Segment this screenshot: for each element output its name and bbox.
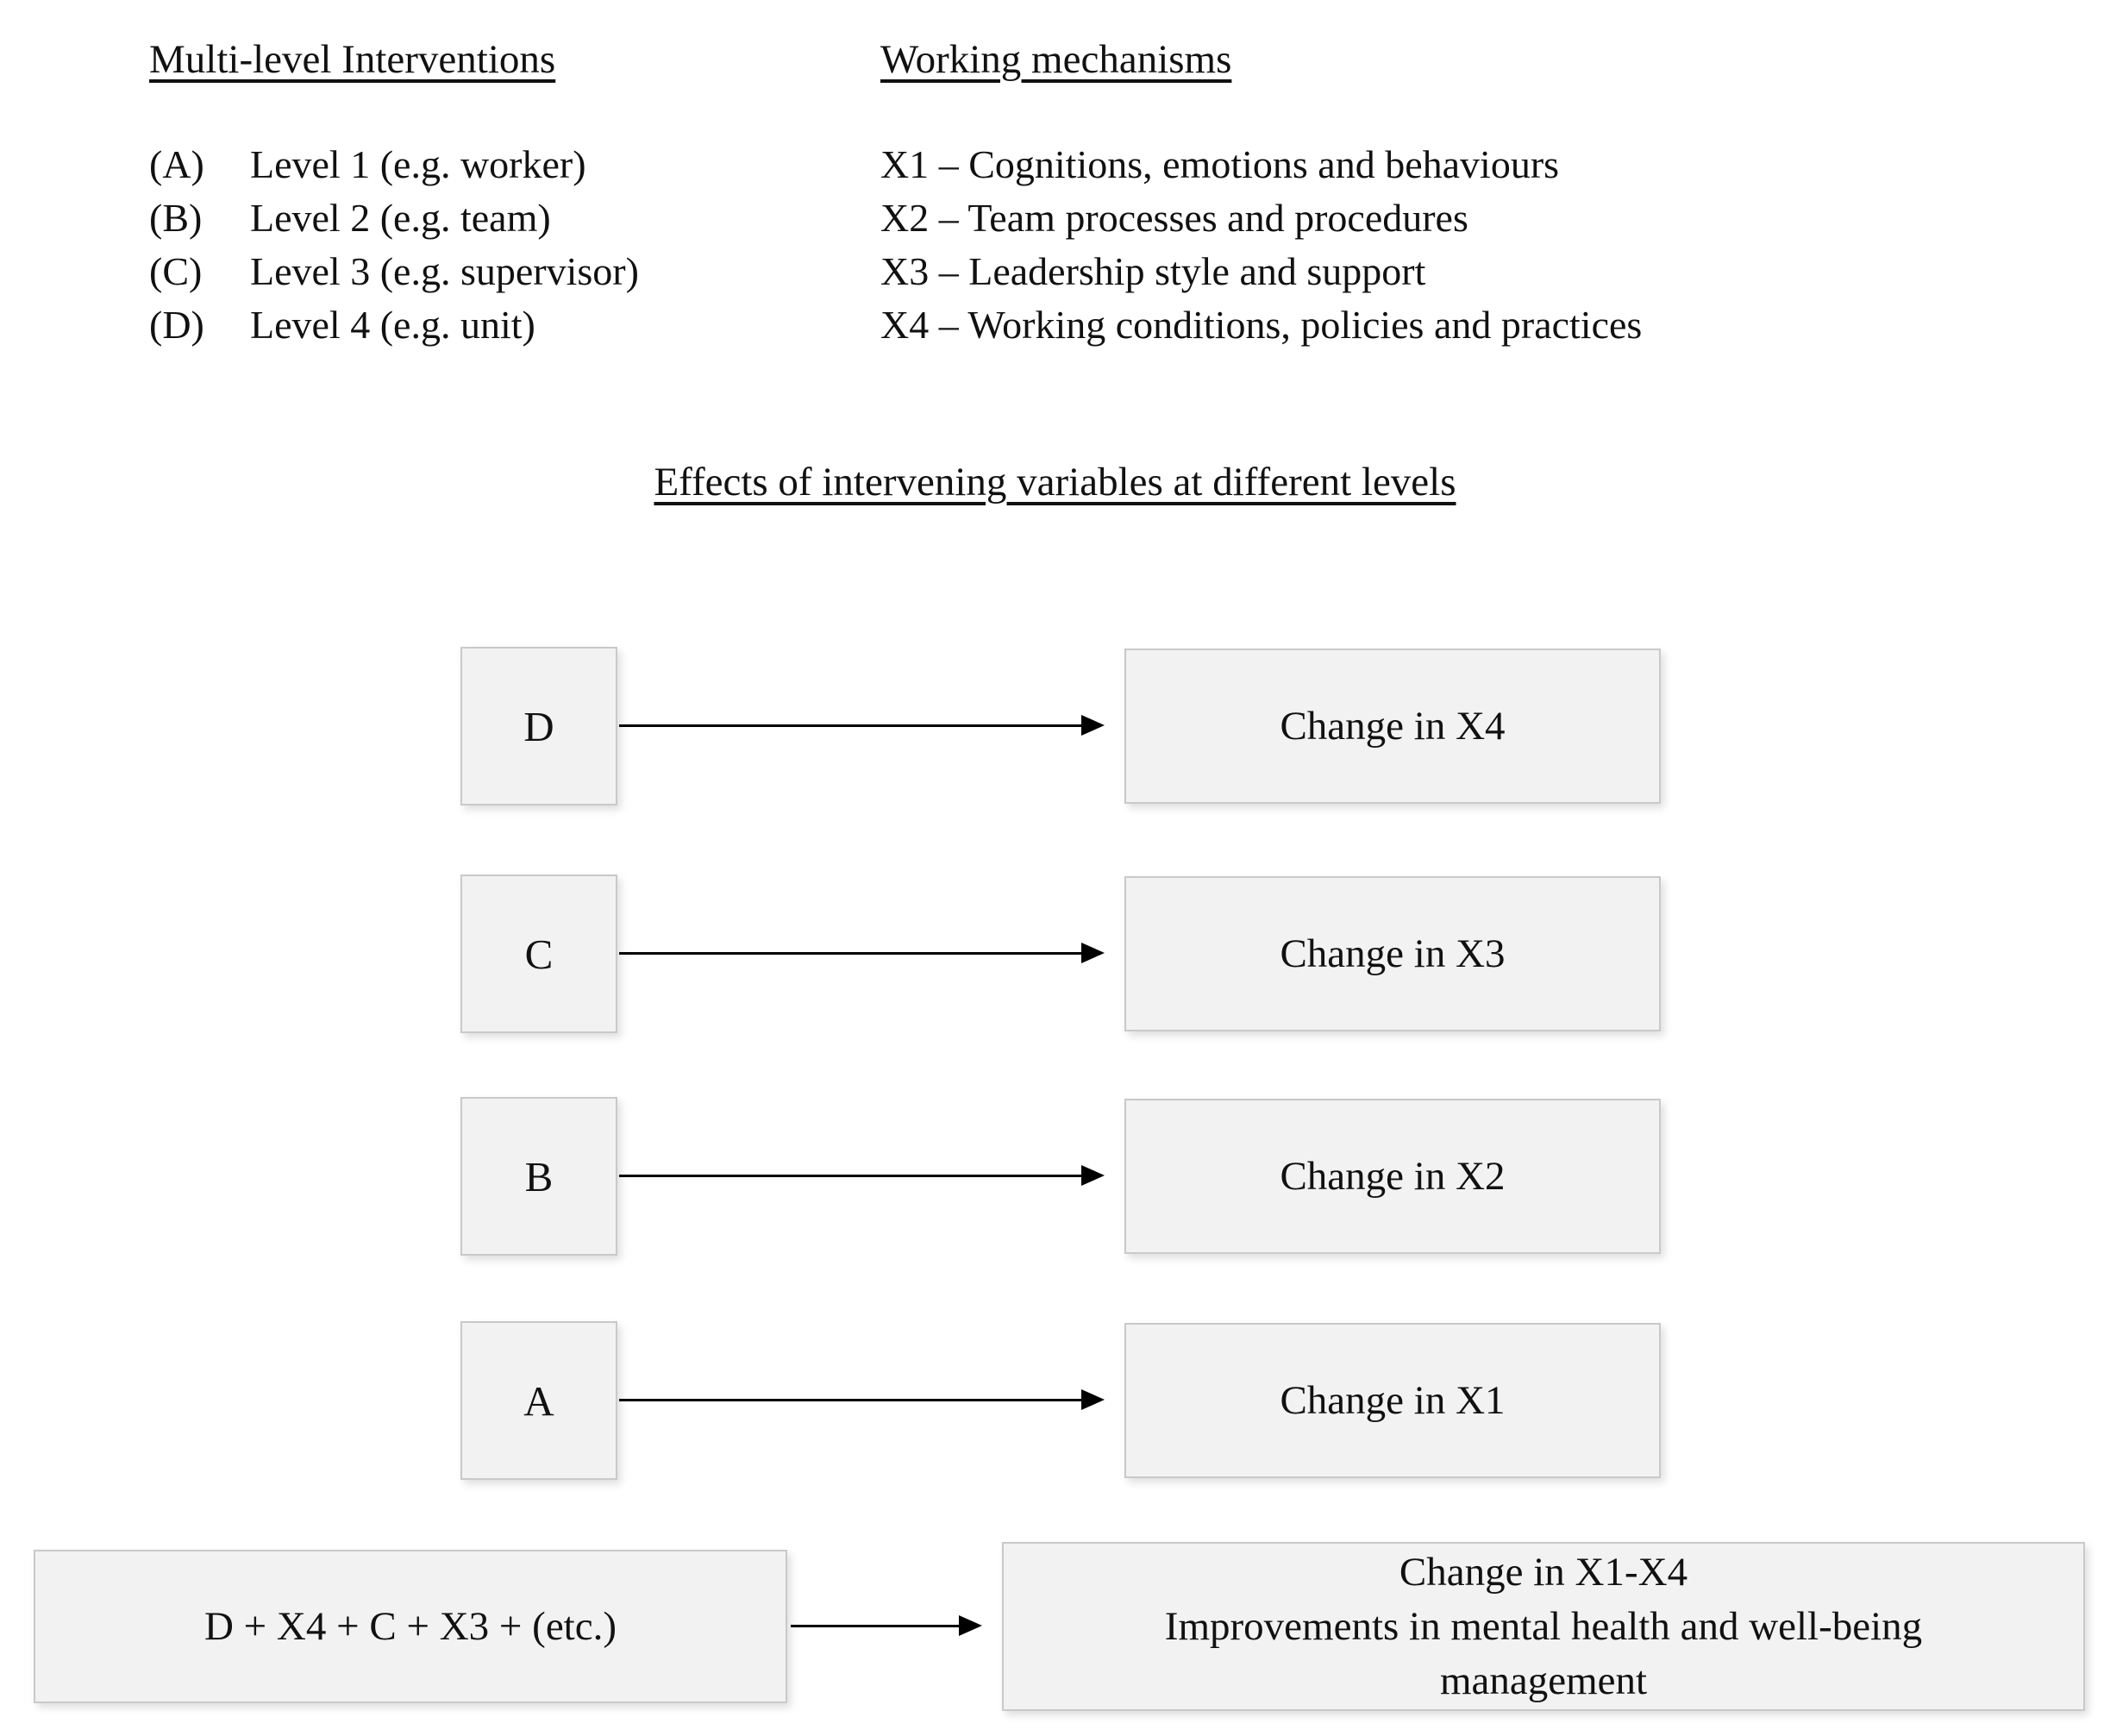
combined-change-box — [1002, 1542, 2085, 1711]
change-box-x2 — [1124, 1099, 1661, 1254]
intervention-box-label: A — [523, 1376, 554, 1425]
combined-interventions-box — [34, 1550, 787, 1703]
intervention-box-label: C — [524, 930, 554, 978]
mechanisms-heading: Working mechanisms — [880, 37, 1232, 82]
item-key: (B) — [149, 196, 203, 240]
item-label: Level 2 (e.g. team) — [250, 196, 551, 240]
list-item: X1 – Cognitions, emotions and behaviours — [880, 142, 1560, 186]
change-box-x3 — [1124, 876, 1661, 1031]
item-label: Level 4 (e.g. unit) — [250, 303, 535, 347]
item-key: (A) — [149, 142, 204, 186]
intervention-box-a — [460, 1321, 617, 1480]
interventions-heading: Multi-level Interventions — [149, 37, 556, 82]
intervention-box-d — [460, 647, 617, 805]
change-box-label: Change in X2 — [1280, 1154, 1506, 1199]
change-box-label: Change in X1 — [1280, 1378, 1506, 1423]
list-item: X2 – Team processes and procedures — [880, 196, 1468, 240]
arrow — [791, 1625, 979, 1627]
interventions-list — [149, 138, 639, 352]
list-item: X3 – Leadership style and support — [880, 249, 1426, 293]
list-item — [149, 245, 639, 298]
intervention-box-c — [460, 874, 617, 1033]
arrow — [619, 1175, 1101, 1177]
arrow — [619, 724, 1101, 727]
list-item — [149, 191, 639, 245]
item-key: (D) — [149, 303, 204, 347]
intervention-box-b — [460, 1097, 617, 1256]
mechanisms-list — [880, 138, 1642, 352]
arrow — [619, 1399, 1101, 1401]
combined-change-line-1: Change in X1-X4 — [1399, 1549, 1688, 1595]
list-item — [149, 298, 639, 352]
list-item — [149, 138, 639, 191]
intervention-box-label: D — [523, 702, 554, 750]
change-box-label: Change in X3 — [1280, 931, 1506, 976]
arrow — [619, 952, 1101, 955]
combined-change-line-2: Improvements in mental health and well-being management — [1164, 1603, 1923, 1703]
combined-interventions-label: D + X4 + C + X3 + (etc.) — [203, 1604, 617, 1649]
list-item: X4 – Working conditions, policies and practices — [880, 303, 1643, 347]
diagram-title: Effects of intervening variables at different levels — [654, 460, 1456, 505]
item-label: Level 3 (e.g. supervisor) — [250, 249, 639, 293]
intervention-box-label: B — [524, 1152, 554, 1200]
change-box-x4 — [1124, 649, 1661, 804]
item-key: (C) — [149, 249, 203, 293]
change-box-x1 — [1124, 1323, 1661, 1478]
change-box-label: Change in X4 — [1280, 704, 1506, 749]
item-label: Level 1 (e.g. worker) — [250, 142, 586, 186]
